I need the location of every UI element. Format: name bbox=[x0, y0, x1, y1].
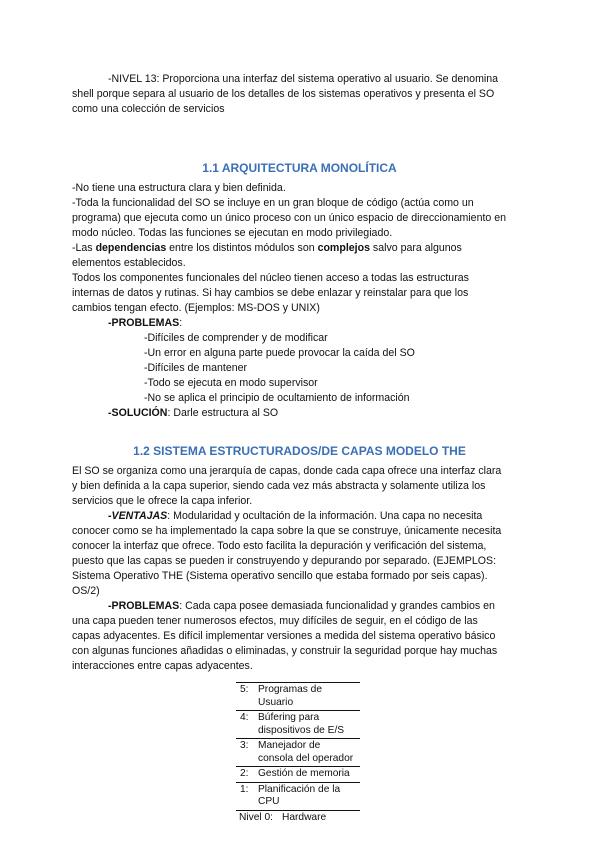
layer-number: 1: bbox=[240, 783, 249, 795]
text-line: shell porque separa al usuario de los detalles de los sistemas operativos y presenta el SO bbox=[72, 88, 495, 100]
text-line: como una colección de servicios bbox=[72, 103, 225, 115]
text-line: Sistema Operativo THE (Sistema operativo sencillo que estaba formado por seis capas). bbox=[72, 570, 488, 582]
text-line: -No tiene una estructura clara y bien definida. bbox=[72, 182, 286, 194]
layer-row bbox=[236, 810, 360, 825]
layer-label: Búfering para dispositivos de E/S bbox=[258, 712, 345, 736]
text-line: -NIVEL 13: Proporciona una interfaz del sistema operativo al usuario. Se denomina bbox=[108, 73, 499, 85]
layer-label: Planificación de la CPU bbox=[258, 783, 341, 807]
text-line: con algunas funciones añadidas o eliminadas, y construir la seguridad porque hay muchas bbox=[72, 645, 498, 657]
text-line: elementos establecidos. bbox=[72, 257, 186, 269]
text-line: El SO se organiza como una jerarquía de capas, donde cada capa ofrece una interfaz clara bbox=[72, 465, 502, 477]
layer-cell bbox=[236, 739, 360, 767]
layer-number: 5: bbox=[240, 684, 249, 695]
layer-row bbox=[236, 782, 360, 810]
text-run: : Darle estructura al SO bbox=[167, 407, 279, 419]
bold-term: -PROBLEMAS bbox=[108, 317, 180, 329]
layer-number: 3: bbox=[240, 740, 249, 751]
text-line: puesto que las capas se pueden ir construyendo y depurando por separado. (EJEMPLOS: bbox=[72, 555, 497, 567]
layer-label: Programas de Usuario bbox=[258, 684, 322, 708]
text-line: servicios que le ofrece la capa inferior. bbox=[72, 495, 253, 507]
text-line: OS/2) bbox=[72, 585, 100, 597]
text-run: salvo para algunos bbox=[369, 242, 462, 254]
text-run: : Modularidad y ocultación de la información. Una capa no necesita bbox=[167, 510, 483, 522]
layer-row bbox=[236, 767, 360, 783]
section-heading-capas: 1.2 SISTEMA ESTRUCTURADOS/DE CAPAS MODELO THE bbox=[133, 444, 466, 458]
layer-number: 4: bbox=[240, 712, 249, 723]
layer-label: Hardware bbox=[281, 811, 327, 823]
layer-number: 2: bbox=[240, 768, 249, 779]
layer-cell bbox=[236, 782, 360, 810]
problem-item: -Difíciles de mantener bbox=[144, 362, 248, 374]
section-heading-monolitica: 1.1 ARQUITECTURA MONOLÍTICA bbox=[202, 161, 397, 175]
ventajas-line bbox=[72, 509, 527, 524]
bold-term: -PROBLEMAS bbox=[108, 600, 180, 612]
layers-table bbox=[236, 682, 360, 825]
text-run: : Cada capa posee demasiada funcionalidad y grandes cambios en bbox=[179, 600, 495, 612]
text-line: -Toda la funcionalidad del SO se incluye en un gran bloque de código (actúa como un bbox=[72, 197, 474, 209]
layer-cell bbox=[236, 683, 360, 711]
layer-row bbox=[236, 739, 360, 767]
text-line: cambios tengan efecto. (Ejemplos: MS-DOS y UNIX) bbox=[72, 302, 320, 314]
text-run: : bbox=[179, 317, 183, 329]
text-line: capas adyacentes. Es difícil implementar versiones a medida del sistema operativo básico bbox=[72, 630, 496, 642]
text-line: Todos los componentes funcionales del núcleo tienen acceso a todas las estructuras bbox=[72, 272, 469, 284]
layer-cell bbox=[236, 810, 360, 825]
layer-label: Manejador de consola del operador bbox=[258, 740, 354, 764]
text-line: conocer como se ha implementado la capa sobre la que se construye, únicamente necesita bbox=[72, 525, 502, 537]
section1-body bbox=[72, 181, 527, 421]
nivel13-paragraph bbox=[72, 72, 527, 117]
text-run: entre los distintos módulos son bbox=[166, 242, 318, 254]
solution-line bbox=[72, 406, 527, 421]
layer-label: Gestión de memoria bbox=[258, 768, 350, 779]
text-line: interacciones entre capas adyacentes. bbox=[72, 660, 253, 672]
problems-heading bbox=[72, 316, 527, 331]
bold-term: complejos bbox=[317, 242, 370, 254]
layer-cell bbox=[236, 711, 360, 739]
section2-body bbox=[72, 464, 527, 674]
problem-item: -Un error en alguna parte puede provocar la caída del SO bbox=[144, 347, 415, 359]
problem-item: -Difíciles de comprender y de modificar bbox=[144, 332, 328, 344]
text-line: programa) que ejecuta como un único proceso con un único espacio de direccionamiento en bbox=[72, 212, 507, 224]
text-line: conocer la interfaz que ofrece. Todo esto facilita la depuración y verificación del sistema, bbox=[72, 540, 487, 552]
layer-row bbox=[236, 711, 360, 739]
text-run: -Las bbox=[72, 242, 96, 254]
text-line: y bien definida a la capa superior, siendo cada vez más abstracta y solamente utiliza los bbox=[72, 480, 486, 492]
layer-row bbox=[236, 683, 360, 711]
bold-italic-term: -VENTAJAS bbox=[108, 510, 168, 522]
text-line bbox=[72, 241, 527, 256]
problem-item: -Todo se ejecuta en modo supervisor bbox=[144, 377, 318, 389]
bold-term: dependencias bbox=[95, 242, 167, 254]
layer-cell bbox=[236, 767, 360, 783]
layer-number: Nivel 0: bbox=[239, 811, 273, 823]
problemas-line bbox=[72, 599, 527, 614]
text-line: modo núcleo. Todas las funciones se ejecutan en modo privilegiado. bbox=[72, 227, 393, 239]
bold-term: -SOLUCIÓN bbox=[108, 407, 168, 419]
problem-item: -No se aplica el principio de ocultamiento de información bbox=[144, 392, 410, 404]
text-line: internas de datos y rutinas. Si hay cambios se debe enlazar y reinstalar para que los bbox=[72, 287, 469, 299]
text-line: una capa pueden tener numerosos efectos, muy difíciles de seguir, en el código de las bbox=[72, 615, 478, 627]
